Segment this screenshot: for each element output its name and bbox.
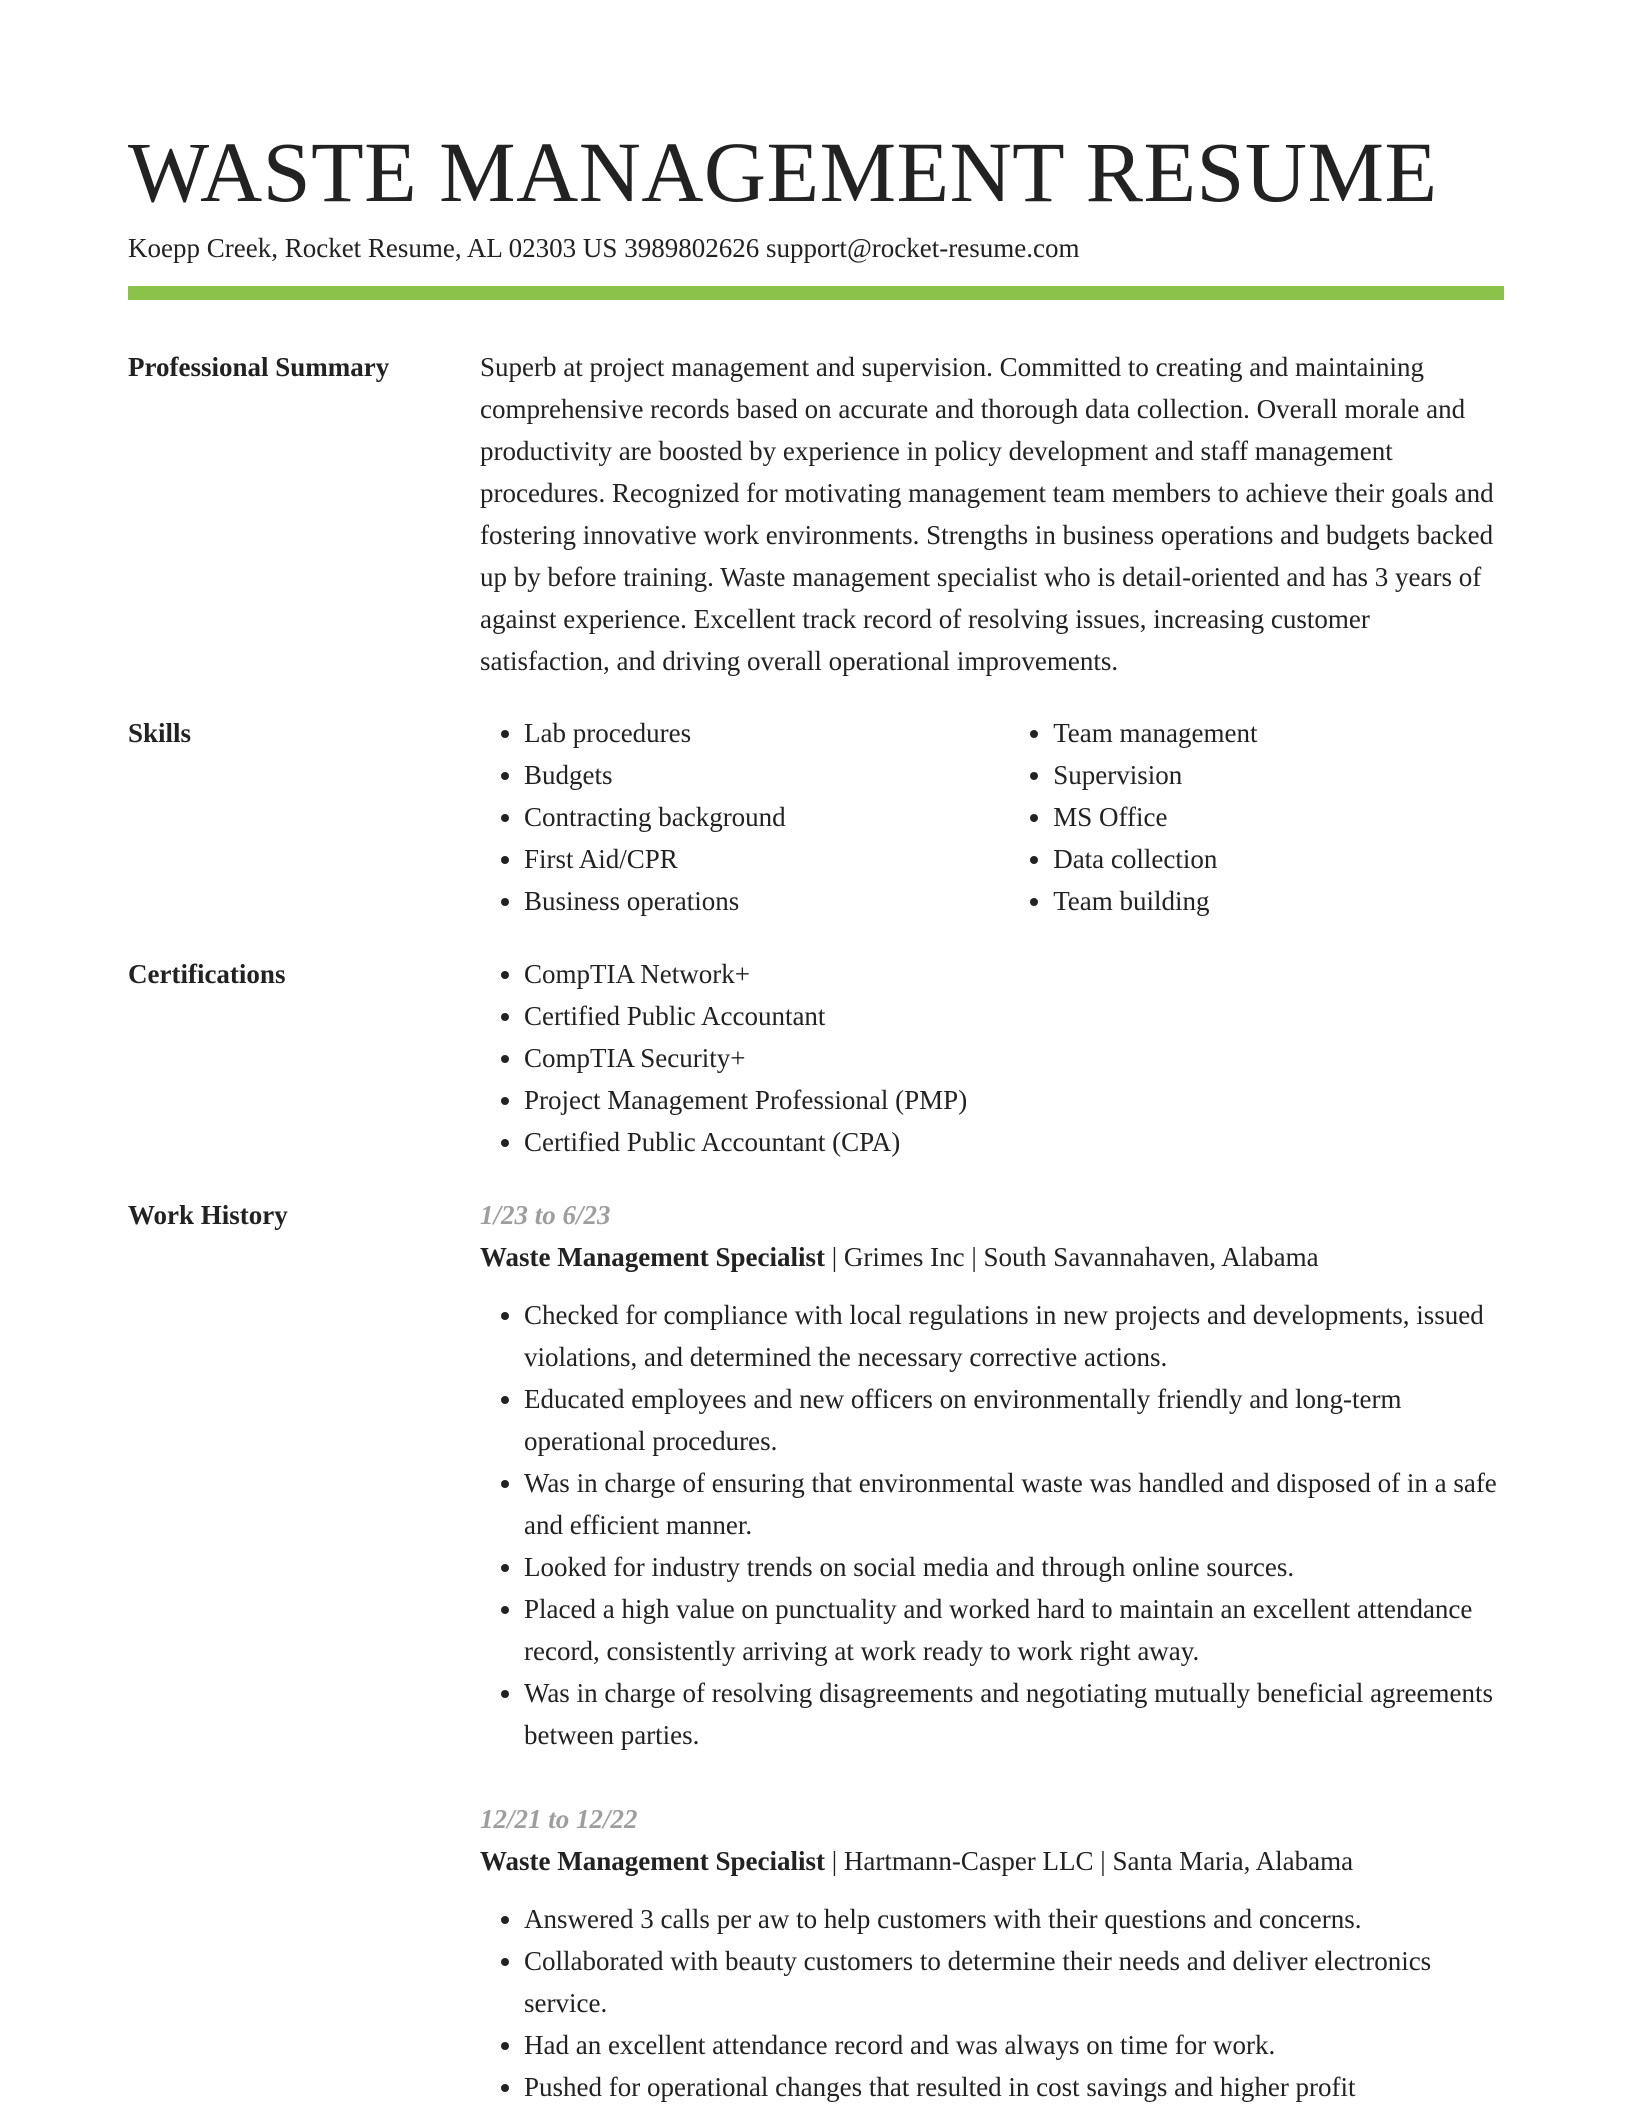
skills-list-left xyxy=(480,712,965,922)
job-bullet: • Educated employees and new officers on environmentally friendly and long-term operational procedures. xyxy=(524,1378,1504,1462)
skills-grid xyxy=(480,712,1504,922)
job-bullet: • Was in charge of ensuring that environmental waste was handled and disposed of in a safe and efficient manner. xyxy=(524,1462,1504,1546)
certifications-body xyxy=(480,953,1504,1163)
skill-item: • First Aid/CPR xyxy=(524,838,965,880)
contact-address: Koepp Creek, Rocket Resume, AL 02303 US xyxy=(128,233,618,263)
job-bullet: • Looked for industry trends on social media and through online sources. xyxy=(524,1546,1504,1588)
summary-text: Superb at project management and supervision. Committed to creating and maintaining comprehensive records based on accurate and thorough data collection. Overall morale and productivity are boosted by experience in policy development and staff management procedures. Recognized for motivating management team members to achieve their goals and fostering innovative work environments. Strengths in business operations and budgets backed up by before training. Waste management specialist who is detail-oriented and has 3 years of against experience. Excellent track record of resolving issues, increasing customer satisfaction, and driving overall operational improvements. xyxy=(480,352,1494,676)
skill-item: • Supervision xyxy=(1053,754,1504,796)
work-history-label: Work History xyxy=(128,1200,288,1230)
job-bullets xyxy=(480,1294,1504,1756)
skill-item: • Lab procedures xyxy=(524,712,965,754)
job-bullet: • Placed a high value on punctuality and worked hard to maintain an excellent attendance record, consistently arriving at work ready to work right away. xyxy=(524,1588,1504,1672)
job-dates: 1/23 to 6/23 xyxy=(480,1200,611,1230)
job-header xyxy=(480,1236,1504,1278)
contact-line xyxy=(128,230,1079,266)
certification-item: • CompTIA Network+ xyxy=(524,953,1504,995)
skill-item: • MS Office xyxy=(1053,796,1504,838)
job-details: | Grimes Inc | South Savannahaven, Alabama xyxy=(824,1242,1319,1272)
job-dates: 12/21 to 12/22 xyxy=(480,1804,638,1834)
skill-item: • Business operations xyxy=(524,880,965,922)
job-bullet: • Collaborated with beauty customers to determine their needs and deliver electronics service. xyxy=(524,1940,1504,2024)
certification-item: • CompTIA Security+ xyxy=(524,1037,1504,1079)
certification-item: • Certified Public Accountant (CPA) xyxy=(524,1121,1504,1163)
header-divider xyxy=(128,286,1504,300)
job-bullet: • Answered 3 calls per aw to help customers with their questions and concerns. xyxy=(524,1898,1504,1940)
contact-email[interactable]: support@rocket-resume.com xyxy=(765,233,1080,263)
certifications-label: Certifications xyxy=(128,959,286,989)
summary-label: Professional Summary xyxy=(128,352,390,382)
contact-phone: 3989802626 xyxy=(624,233,760,263)
job-bullet: • Was in charge of resolving disagreements and negotiating mutually beneficial agreements between parties. xyxy=(524,1672,1504,1756)
job-bullet: • Checked for compliance with local regulations in new projects and developments, issued violations, and determined the necessary corrective actions. xyxy=(524,1294,1504,1378)
skills-label: Skills xyxy=(128,718,192,748)
skill-item: • Contracting background xyxy=(524,796,965,838)
job-bullet: • Pushed for operational changes that resulted in cost savings and higher profit xyxy=(524,2066,1504,2108)
job-entry xyxy=(480,1798,1504,2108)
job-details: | Hartmann-Casper LLC | Santa Maria, Alabama xyxy=(824,1846,1354,1876)
certification-item: • Project Management Professional (PMP) xyxy=(524,1079,1504,1121)
skill-item: • Data collection xyxy=(1053,838,1504,880)
certification-item: • Certified Public Accountant xyxy=(524,995,1504,1037)
skills-list-right xyxy=(1009,712,1504,922)
skill-item: • Budgets xyxy=(524,754,965,796)
job-bullet: • Had an excellent attendance record and was always on time for work. xyxy=(524,2024,1504,2066)
job-entry xyxy=(480,1194,1504,1756)
skill-item: • Team management xyxy=(1053,712,1504,754)
job-title: Waste Management Specialist xyxy=(480,1846,825,1876)
certifications-list xyxy=(480,953,1504,1163)
job-header xyxy=(480,1840,1504,1882)
job-bullets xyxy=(480,1898,1504,2108)
summary-body xyxy=(480,346,1504,682)
job-title: Waste Management Specialist xyxy=(480,1242,825,1272)
skill-item: • Team building xyxy=(1053,880,1504,922)
resume-title: WASTE MANAGEMENT RESUME xyxy=(128,124,1438,220)
work-history-body xyxy=(480,1194,1504,2108)
